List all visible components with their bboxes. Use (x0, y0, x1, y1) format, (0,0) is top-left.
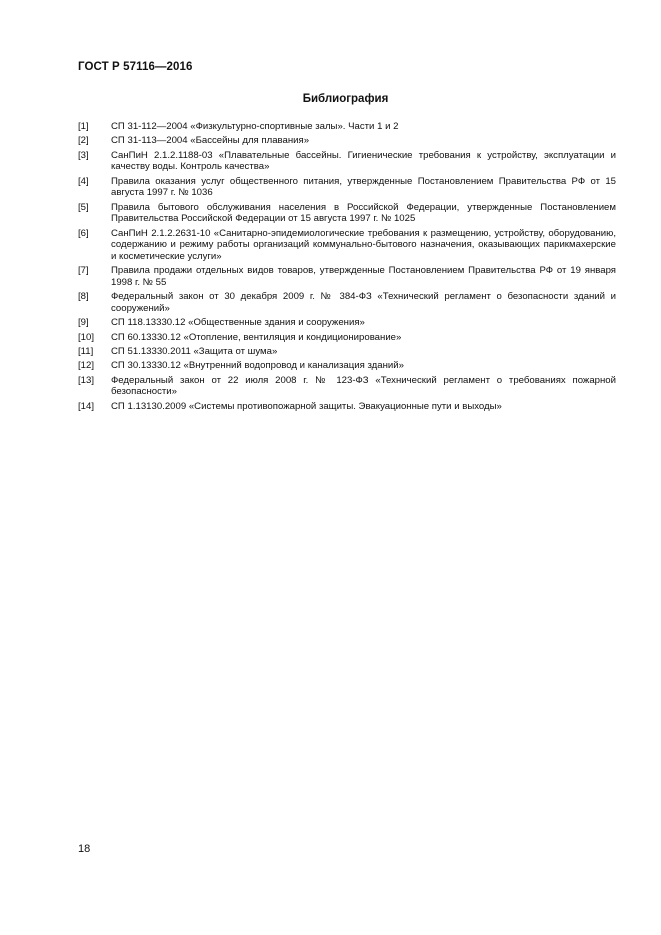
bibliography-item-number: [2] (78, 135, 89, 147)
bibliography-item-number: [14] (78, 400, 95, 412)
bibliography-item (78, 176, 616, 199)
bibliography-item-text: СП 1.13130.2009 «Системы противопожарной защиты. Эвакуационные пути и выходы» (111, 400, 502, 412)
bibliography-item (78, 346, 616, 358)
bibliography-item-text: Правила бытового обслуживания населения в Российской Федерации, утвержденные Постановлением Правительства Российской Федерации от 15 августа 1997 г. № 1025 (111, 201, 616, 225)
bibliography-item-text: Правила продажи отдельных видов товаров, утвержденные Постановлением Правительства РФ от 19 января 1998 г. № 55 (111, 265, 616, 288)
bibliography-item-number: [12] (78, 360, 95, 372)
bibliography-item (78, 317, 616, 329)
bibliography-item-text: Федеральный закон от 30 декабря 2009 г. № 384-ФЗ «Технический регламент о безопасности зданий и сооружений» (111, 291, 616, 314)
bibliography-item-number: [1] (78, 121, 89, 132)
bibliography-item-text: СП 51.13330.2011 «Защита от шума» (111, 346, 278, 358)
bibliography-item (78, 332, 616, 344)
bibliography-item-number: [13] (78, 374, 95, 386)
bibliography-item-number: [6] (78, 227, 89, 239)
bibliography-item-text: СП 31-113—2004 «Бассейны для плавания» (111, 135, 310, 147)
bibliography-item-text: СанПиН 2.1.2.2631-10 «Санитарно-эпидемиологические требования к размещению, устройству, оборудованию, содержанию и режиму работы организаций коммунально-бытового назначения, оказывающих парикмахерские и косметические услуги» (111, 227, 616, 262)
bibliography-item-number: [9] (78, 317, 89, 329)
document-code: ГОСТ Р 57116—2016 (78, 61, 193, 73)
bibliography-item (78, 401, 616, 413)
bibliography-item (78, 150, 616, 173)
bibliography-item (78, 375, 616, 398)
bibliography-item-text: СП 30.13330.12 «Внутренний водопровод и канализация зданий» (111, 360, 404, 372)
bibliography-item-number: [4] (78, 175, 89, 187)
bibliography-item (78, 202, 616, 225)
bibliography-item (78, 135, 616, 147)
bibliography-item-number: [5] (78, 201, 89, 213)
bibliography-item-number: [11] (78, 346, 94, 358)
bibliography-item-number: [10] (78, 331, 95, 343)
bibliography-item-text: Федеральный закон от 22 июля 2008 г. № 123-ФЗ «Технический регламент о требованиях пожарной безопасности» (111, 374, 616, 398)
bibliography-item (78, 265, 616, 288)
section-title: Библиография (302, 93, 389, 105)
page-number: 18 (78, 843, 91, 855)
bibliography-item-text: СП 118.13330.12 «Общественные здания и сооружения» (111, 317, 365, 329)
bibliography-item-number: [3] (78, 149, 89, 161)
bibliography-list (78, 121, 616, 415)
bibliography-item (78, 291, 616, 314)
bibliography-item-text: СП 60.13330.12 «Отопление, вентиляция и кондиционирование» (111, 331, 402, 343)
bibliography-item (78, 360, 616, 372)
bibliography-item-number: [8] (78, 291, 89, 303)
bibliography-item-text: СанПиН 2.1.2.1188-03 «Плавательные бассейны. Гигиенические требования к устройству, эксплуатации и качеству воды. Контроль качества» (111, 149, 616, 173)
bibliography-item (78, 228, 616, 263)
bibliography-item-text: Правила оказания услуг общественного питания, утвержденные Постановлением Правительства РФ от 15 августа 1997 г. № 1036 (111, 175, 616, 199)
bibliography-item (78, 121, 616, 133)
bibliography-item-text: СП 31-112—2004 «Физкультурно-спортивные залы». Части 1 и 2 (111, 121, 399, 132)
bibliography-item-number: [7] (78, 265, 89, 277)
